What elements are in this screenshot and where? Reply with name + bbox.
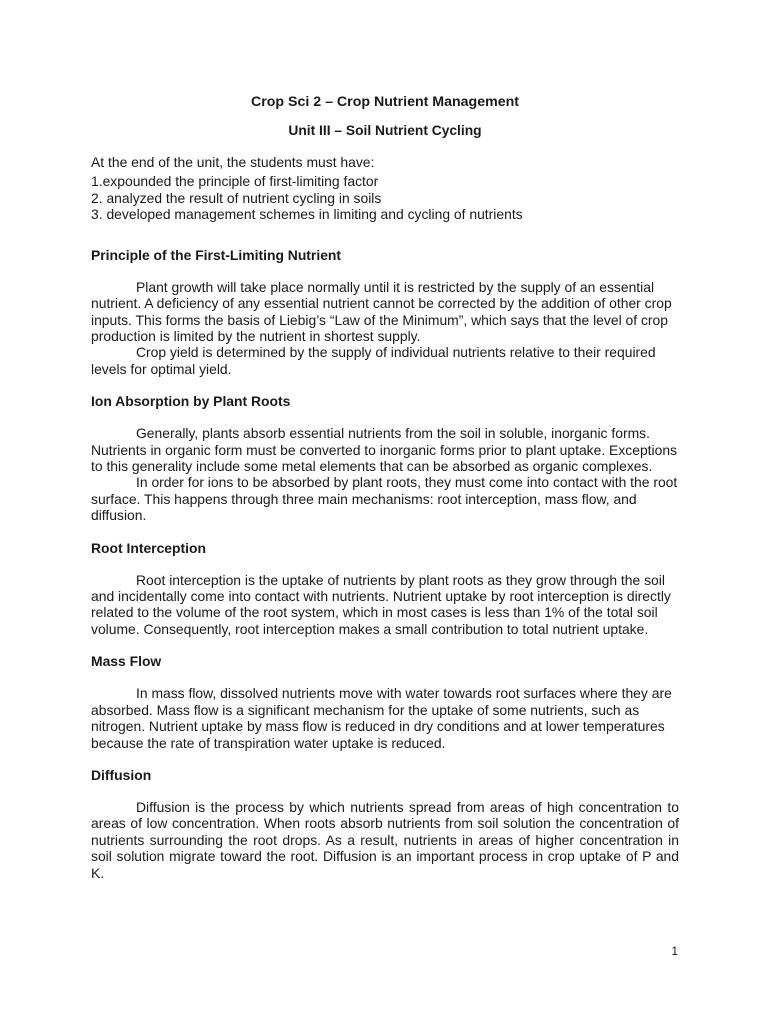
unit-subtitle: Unit III – Soil Nutrient Cycling — [288, 123, 482, 138]
objective-item: 2. analyzed the result of nutrient cycling in soils — [91, 189, 382, 206]
section-paragraph: Crop yield is determined by the supply of individual nutrients relative to their required levels for optimal yield. — [91, 344, 656, 377]
objective-item: 1.expounded the principle of first-limiting factor — [91, 173, 379, 189]
section-paragraph: In order for ions to be absorbed by plant roots, they must come into contact with the root surface. This happens through three main mechanisms: root interception, mass flow, and diffusion. — [91, 474, 678, 524]
objectives-list — [91, 173, 679, 223]
document-title: Crop Sci 2 – Crop Nutrient Management — [250, 94, 520, 110]
section-heading-mass-flow: Mass Flow — [91, 653, 162, 670]
section-heading-ion-absorption: Ion Absorption by Plant Roots — [91, 393, 291, 410]
section-paragraph: In mass flow, dissolved nutrients move with water towards root surfaces where they are absorbed. Mass flow is a significant mechanism for the uptake of some nutrients, such as nitrogen. Nutrient uptake by mass flow is reduced in dry conditions and at lower temperatures because the rate of transpiration water uptake is reduced. — [91, 685, 672, 751]
section-paragraph: Plant growth will take place normally until it is restricted by the supply of an essential nutrient. A deficiency of any essential nutrient cannot be corrected by the addition of other crop inputs. This forms the basis of Liebig’s “Law of the Minimum”, which says that the level of crop production is limited by the nutrient in shortest supply. — [91, 278, 672, 344]
section-paragraph: Root interception is the uptake of nutrients by plant roots as they grow through the soil and incidentally come into contact with nutrients. Nutrient uptake by root interception is directly related to the volume of the root system, which in most cases is less than 1% of the total soil volume. Consequently, root interception makes a small contribution to total nutrient uptake. — [91, 571, 671, 637]
section-paragraph: Diffusion is the process by which nutrients spread from areas of high concentration to areas of low concentration. When roots absorb nutrients from soil solution the concentration of nutrients surrounding the root drops. As a result, nutrients in areas of higher concentration in soil solution migrate toward the root. Diffusion is an important process in crop uptake of P and K. — [91, 798, 679, 881]
section-heading-diffusion: Diffusion — [91, 766, 152, 783]
section-paragraph: Generally, plants absorb essential nutrients from the soil in soluble, inorganic forms. Nutrients in organic form must be converted to inorganic forms prior to plant uptake. Exceptions to this generality include some metal elements that can be absorbed as organic complexes. — [91, 425, 678, 475]
objectives-intro: At the end of the unit, the students must have: — [91, 154, 375, 170]
page-number: 1 — [671, 944, 678, 958]
section-heading-first-limiting-nutrient: Principle of the First-Limiting Nutrient — [91, 246, 342, 263]
document-body — [91, 93, 679, 881]
objective-item: 3. developed management schemes in limiting and cycling of nutrients — [91, 206, 523, 223]
section-heading-root-interception: Root Interception — [91, 539, 206, 556]
